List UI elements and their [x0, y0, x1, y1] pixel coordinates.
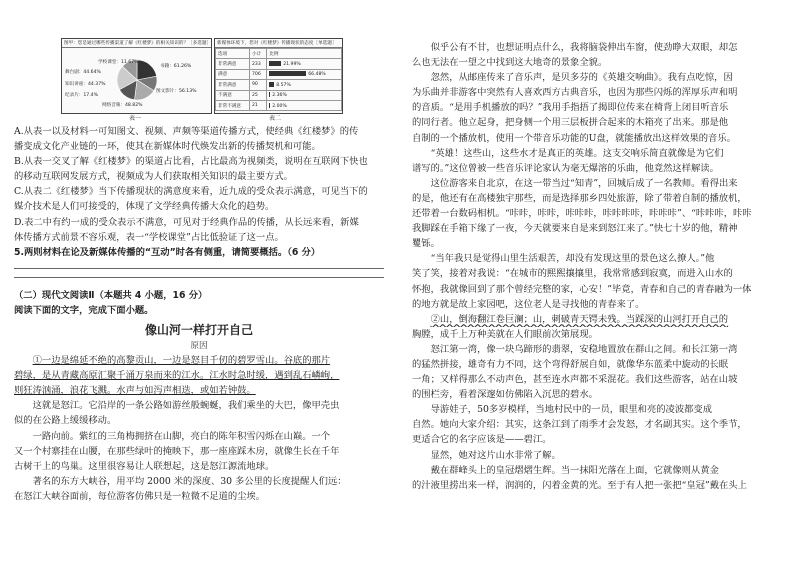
text-line: 忽然，从邮座传来了音乐声，是贝多芬的《英雄交响曲》。我有点吃惊，因 — [430, 72, 733, 84]
option-d-line2: 体传播方式前景不容乐观，表一“学校课堂”占比低验证了这一点。 — [14, 231, 284, 243]
ratio-cell — [267, 59, 342, 69]
text-line: 的同行者。他立起身，把身侧一个用三层板拼合起来的木箱亮了出来。那是他 — [412, 117, 729, 129]
paragraph-2-line: 这就是怒江。它沿岸的一条公路如游丝般蜿蜒，我们乘坐的大巴，像甲壳虫 — [32, 400, 340, 412]
text-line: 么也无法在一望之中找到这大地奇的景象全貌。 — [412, 57, 608, 69]
option-a-line1: A.从表一以及材料一可知图文、视频、声频等渠道传播方式，使经典《红楼梦》的传 — [14, 126, 359, 137]
pie-group — [117, 60, 157, 100]
satisfaction-table — [215, 48, 342, 111]
count-cell: 233 — [249, 59, 266, 69]
ratio-percent: 21.99% — [283, 62, 301, 68]
ratio-bar — [269, 71, 306, 76]
option-cell: 非常不满意 — [216, 100, 250, 110]
article-title: 像山河一样打开自己 — [144, 323, 253, 338]
paragraph-3-line: 一路向前。紫红的三角梅拥挤在山脚，亮白的陈年积雪闪烁在山巅。一个 — [32, 430, 331, 442]
paragraph-4-line: 著名的东方大峡谷，用平均 2000 米的深度、30 多公里的长度提醒人们远： — [32, 475, 347, 487]
figure2-caption: 表二 — [269, 115, 282, 122]
pie-label: 舞台剧：44.64% — [65, 70, 101, 75]
ratio-bar — [269, 82, 274, 87]
count-cell: 25 — [249, 90, 266, 100]
paragraph-3-line: 又一个村寨挂在山腰，在那些绿叶的掩映下，那一座座踩木房，就像生长在千年 — [14, 445, 340, 457]
text-line: 笑了笑，接着对我说：“在城市的熙熙攘攘里，我常常感到寂寞，而进入山水的 — [412, 268, 733, 280]
figure2-title: 新媒体环境下，您对《红楼梦》传播现状的态度［单选题］ — [215, 39, 342, 48]
count-cell: 706 — [249, 69, 266, 79]
text-line: 怒江第一湾，像一块乌蹄形的翡翠，安稳地置放在群山之间。和长江第一湾 — [430, 343, 738, 355]
count-cell: 90 — [249, 80, 266, 90]
paragraph-1-line: 碧绿，是从青藏高原汇聚千涌万泉而来的江水。江水时急时缓，遇到乱石嶙峋， — [14, 370, 340, 382]
section-heading: （二）现代文阅读Ⅱ（本题共 4 小题，16 分） — [14, 289, 208, 301]
table-header: 小计 — [249, 49, 266, 59]
count-cell: 21 — [249, 100, 266, 110]
ratio-percent: 2.36% — [272, 93, 287, 99]
pie-label: 知识讲座：44.37% — [65, 82, 106, 87]
option-cell: 满意 — [216, 69, 250, 79]
paragraph-3-line: 古树干上的鸟巢。这里很容易让人联想起，这是怒江源流地球。 — [14, 460, 275, 472]
text-line: 怀抱，我就像回到了那个曾经完整的家，心安！”毕竟，青春和自己的青春融为一体 — [412, 283, 752, 295]
table-header: 比例 — [267, 49, 342, 59]
option-cell: 不满意 — [216, 90, 250, 100]
question-5: 5.两则材料在论及新媒体传播的“互动”时各有侧重，请简要概括。（6 分） — [14, 246, 321, 258]
instruction: 阅读下面的文字，完成下面小题。 — [14, 304, 154, 316]
ratio-bar — [269, 92, 270, 97]
ratio-bar — [269, 61, 281, 66]
text-line: 的围栏旁，看着深邃如仿佛陷入沉思的碧水。 — [412, 389, 598, 401]
option-cell: 非常满意 — [216, 59, 250, 69]
figure1-caption: 表一 — [129, 115, 142, 122]
figure-table — [214, 38, 343, 114]
ratio-percent: 8.57% — [276, 82, 291, 88]
paragraph-1-line: ①一边是绵延不绝的高黎贡山，一边是怒目千仞的碧罗雪山。谷底的那片 — [32, 355, 331, 367]
ratio-bar — [269, 103, 270, 108]
text-line: 的猛然拼接，雄奇有力不同，这个弯得舒展自如，就像华东蓝柔中旋动的长眠 — [412, 358, 729, 370]
text-line: 谱写的。”这位曾被一些音乐评论家认为毫无爆溶的乐曲，他竟然这样解读。 — [412, 162, 719, 174]
option-c-line2: 媒介技术是人们可接受的，体现了文学经典传播大众化的趋势。 — [14, 201, 275, 213]
option-d-line1: D.表二中有约一成的受众表示不满意，可见对于经典作品的传播，从长远来看，新媒 — [14, 216, 359, 228]
text-line: 为乐曲并非游客中突然有人喜欢西方古典音乐，也因为那些闪烁的浑厚乐声和明 — [412, 87, 738, 99]
text-line: 戴在群峰头上的皇冠熠熠生辉。当一抹阳光落在上面，它就像则从黄金 — [430, 464, 719, 476]
ratio-cell — [267, 69, 342, 79]
text-line: 显然，她对这片山水非常了解。 — [430, 449, 561, 461]
ratio-cell — [267, 80, 342, 90]
option-a-line2: 播变成文化产业链的一环，使其在新媒体时代焕发出新的传播契机和可能。 — [14, 141, 321, 153]
text-line: 矍铄。 — [412, 238, 440, 250]
text-line: “英雄！这些山，这些水才是真正的英雄。这支交响乐简直就像是为它们 — [430, 147, 724, 159]
text-line: 自制的一个播放机，使用一个带音乐功能的U盘，就能播放出这样效果的音乐。 — [412, 132, 736, 144]
table-row — [216, 100, 342, 110]
text-line: 这位游客来自北京，在这一带当过“知青”，回城后成了一名教师。看得出来 — [430, 177, 738, 189]
text-line: 自然。她向大家介绍：其实，这条江到了雨季才会发怒，才名副其实。这个季节， — [412, 419, 747, 431]
text-line: “当年我只是觉得山里生活艰苦，却没有发现这里的景色这么撩人。”他 — [430, 253, 715, 265]
paragraph-2-line: 似的在公路上缓缓移动。 — [14, 415, 117, 427]
text-line: 的地方就是故上家园吧，这位老人是寻找他的青春来了。 — [412, 298, 645, 310]
text-line: 的汁液里捞出来一样，润润的，闪着金黄的光。至于有人把一张把“皇冠”戴在头上 — [412, 479, 747, 491]
table-body — [216, 59, 342, 111]
option-cell: 非常满意 — [216, 80, 250, 90]
table-header-row — [216, 49, 342, 59]
table-row — [216, 90, 342, 100]
text-line: 似乎公有不甘，也想证明点什么，我将脑袋伸出车窗，使劲睁大双眼，却怎 — [430, 42, 738, 53]
answer-line — [14, 268, 384, 269]
figures — [14, 38, 384, 120]
paragraph-4-line: 在怒江大峡谷面前，每位游客仿佛只是一粒微不足道的尘埃。 — [14, 490, 266, 502]
pie-label: 书籍：61.26% — [160, 64, 192, 69]
text-line: ②山，倒海翻江卷巨澜；山，刺破青天锷未残。当踩深的山河打开自己的 — [430, 313, 729, 325]
ratio-percent: 2.00% — [272, 103, 287, 109]
right-column — [412, 40, 784, 493]
figure1-title: 图甲：您是通过哪些传播渠道了解《红楼梦》的相关知识的？［多选题］ — [64, 41, 211, 46]
table-header: 选项 — [216, 49, 250, 59]
article-author: 原因 — [190, 341, 208, 352]
ratio-percent: 66.48% — [308, 72, 326, 78]
text-line: 还带着一台数码相机。“咔咔，咔咔，咔咔咔，咔咔咔咔，咔咔咔”、“咔咔咔，咔咔 — [412, 208, 752, 220]
ratio-cell — [267, 90, 342, 100]
table-row — [216, 80, 342, 90]
text-line: 的是，他还有在高楼独宇那些，而是选择那乡四处旅游，除了带着自制的播放机， — [412, 192, 747, 204]
option-b-line1: B.从表一交叉了解《红楼梦》的渠道占比看，占比最高为视频类，说明在互联网下快也 — [14, 156, 368, 168]
left-column — [14, 38, 384, 504]
text-line: 导游娃子，50多岁模样，当地村民中的一员，眼里和亮的凌波都变成 — [430, 404, 713, 416]
option-b-line2: 的移动互联网发展方式，视频成为人们获取相关知识的最主要方式。 — [14, 171, 293, 183]
text-line: 一角；又样得那么不动声色，甚至连水声都不采混花。我们这些游客，站在山坡 — [412, 374, 738, 386]
pie-label: 网络音频：48.82% — [102, 103, 143, 108]
pie-label: 学校课堂：11.67% — [98, 60, 139, 65]
table-row — [216, 59, 342, 69]
table-row — [216, 69, 342, 79]
pie-label: 纪录片：17.4% — [65, 93, 98, 98]
option-c-line1: C.从表二《红楼梦》当下传播现状的满意度来看，近九成的受众表示满意，可见当下的 — [14, 186, 368, 198]
figure-pie-chart — [61, 38, 212, 114]
paragraph-1-line: 则狂涛汹涌，浪花飞溅。水声与如泻声相迭，或如若钟鼓。 — [14, 385, 256, 397]
pie-label: 图文影片：56.13% — [156, 89, 197, 94]
text-line: 的音质。“是用手机播放的吗？”我用手指捂了揭即位传来在椅背上闭目听音乐 — [412, 102, 729, 114]
text-line: 我脚踩在手箱下缘了一夜，今天就要来自是来到怒江来了。”快七十岁的他，精神 — [412, 223, 738, 235]
ratio-cell — [267, 100, 342, 110]
text-line: 更适合它的名字应该是——碧江。 — [412, 434, 552, 446]
text-line: 胸膛，成千上万种美就在人们眼前次第展现。 — [412, 328, 598, 340]
